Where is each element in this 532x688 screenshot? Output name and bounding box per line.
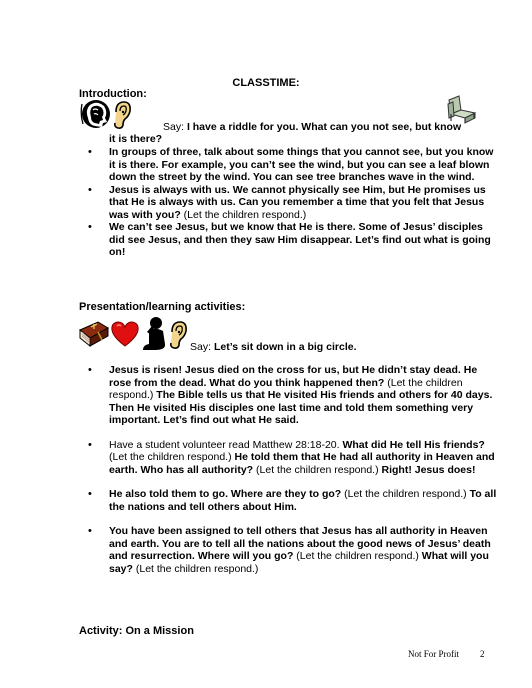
heart-icon — [110, 320, 140, 353]
speaking-head-icon — [80, 98, 114, 135]
introduction-heading: Introduction: — [79, 88, 147, 100]
say-label: Say: — [190, 341, 214, 353]
list-item: • Jesus is risen! Jesus died on the cross for us, but He didn’t stay dead. He rose from the dead. What do you think happened then? (Let the children respond.) The Bible tells us that He visited His friends and others for 40 days. Then He visited His disciples one last time and told them something very important. Let’s find out what He said. — [109, 364, 501, 427]
praying-child-icon — [141, 316, 169, 357]
presentation-say-text: Let’s sit down in a big circle. — [213, 341, 357, 353]
presentation-bullet-list — [109, 364, 501, 575]
presentation-say-line — [190, 341, 357, 354]
list-item: • Jesus is always with us. We cannot physically see Him, but He promises us that He is always with us. Can you remember a time that you felt that Jesus was with you? (Let the children respond.) — [109, 184, 501, 222]
list-item: • In groups of three, talk about some things that you cannot see, but you know it is there. For example, you can’t see the wind, but you can see a leaf blown down the street by the wind. You can see tree branches wave in the wind. — [109, 146, 501, 184]
list-item: • Have a student volunteer read Matthew 28:18-20. What did He tell His friends? (Let the children respond.) He told them that He had all authority in Heaven and earth. Who has all authority? (Let the children respond.) Right! Jesus does! — [109, 439, 501, 477]
page-title: CLASSTIME: — [232, 77, 300, 89]
ear-icon — [168, 320, 188, 355]
list-item: • You have been assigned to tell others that Jesus has all authority in Heaven and earth. You are to tell all the nations about the good news of Jesus’ death and resurrection. Where will you go? (Let the children respond.) What will you say? (Let the children respond.) — [109, 525, 501, 575]
list-item: • He also told them to go. Where are they to go? (Let the children respond.) To all the nations and tell others about Him. — [109, 488, 501, 513]
intro-say-line — [163, 121, 461, 134]
ear-icon — [112, 100, 132, 135]
bible-icon — [78, 318, 110, 355]
presentation-heading: Presentation/learning activities: — [79, 301, 246, 313]
list-item: • We can’t see Jesus, but we know that He is there. Some of Jesus’ disciples did see Jesus, and then they saw Him disappear. Let’s find out what is going on! — [109, 221, 501, 259]
page-number: 2 — [480, 649, 485, 659]
footer-label: Not For Profit — [408, 649, 460, 659]
activity-heading: Activity: On a Mission — [79, 625, 194, 637]
intro-bullet-list — [109, 146, 501, 259]
say-label: Say: — [163, 121, 187, 133]
intro-say-line-2 — [109, 133, 162, 146]
intro-riddle-cont: it is there? — [109, 133, 163, 145]
intro-riddle: I have a riddle for you. What can you not see, but know — [186, 121, 462, 133]
